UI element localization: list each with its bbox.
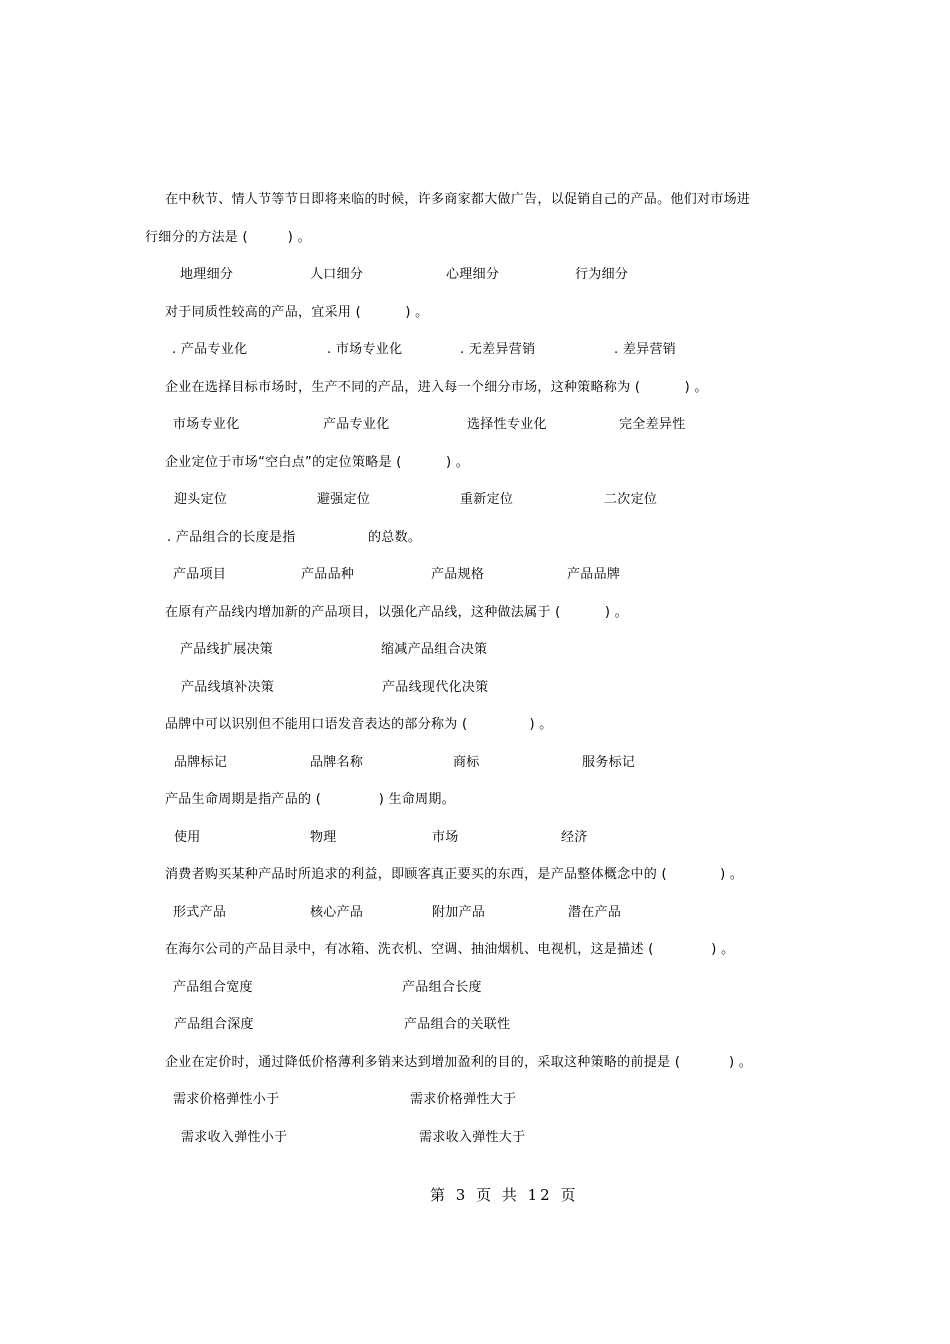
text-line: . 市场专业化: [327, 342, 403, 357]
text-line: . 差异营销: [614, 342, 677, 357]
text-line: 市场: [432, 830, 459, 845]
text-line: 产品线现代化决策: [382, 680, 489, 695]
text-line: 品牌标记: [174, 755, 228, 770]
text-line: 产品组合的关联性: [404, 1017, 511, 1032]
text-line: 物理: [310, 830, 337, 845]
text-line: 形式产品: [173, 905, 227, 920]
text-line: 需求收入弹性小于: [181, 1130, 288, 1145]
text-line: . 无差异营销: [460, 342, 536, 357]
text-line: 产品品种: [301, 567, 355, 582]
text-line: 产品品牌: [567, 567, 621, 582]
text-line: 使用: [174, 830, 201, 845]
text-line: 缩减产品组合决策: [381, 642, 488, 657]
text-line: 心理细分: [446, 267, 500, 282]
text-line: 重新定位: [460, 492, 514, 507]
text-line: 产品项目: [173, 567, 227, 582]
text-line: 品牌名称: [310, 755, 364, 770]
text-line: 潜在产品: [568, 905, 622, 920]
text-line: 完全差异性: [619, 417, 686, 432]
text-line: 产品线填补决策: [181, 680, 275, 695]
text-line: 产品生命周期是指产品的 ( ) 生命周期。: [165, 792, 456, 807]
text-line: 消费者购买某种产品时所追求的利益，即顾客真正要买的东西，是产品整体概念中的 ( ) 。: [165, 867, 744, 882]
text-line: . 产品专业化: [172, 342, 248, 357]
text-line: 需求收入弹性大于: [419, 1130, 526, 1145]
text-line: 地理细分: [180, 267, 234, 282]
text-line: 的总数。: [368, 530, 422, 545]
text-line: 在海尔公司的产品目录中，有冰箱、洗衣机、空调、抽油烟机、电视机，这是描述 ( ) 。: [165, 942, 735, 957]
text-line: 产品线扩展决策: [180, 642, 274, 657]
text-line: 人口细分: [310, 267, 364, 282]
page-footer: 第 3 页 共 12 页: [430, 1186, 579, 1204]
text-line: 对于同质性较高的产品，宜采用 ( ) 。: [165, 305, 429, 320]
text-line: 核心产品: [310, 905, 364, 920]
text-line: 二次定位: [604, 492, 658, 507]
text-line: 企业在定价时，通过降低价格薄利多销来达到增加盈利的目的，采取这种策略的前提是 ( ) 。: [165, 1055, 753, 1070]
text-line: 企业定位于市场“空白点”的定位策略是 ( ) 。: [165, 455, 470, 470]
text-line: 商标: [453, 755, 480, 770]
text-line: 需求价格弹性大于: [410, 1092, 517, 1107]
text-line: 品牌中可以识别但不能用口语发音表达的部分称为 ( ) 。: [165, 717, 553, 732]
text-line: 选择性专业化: [467, 417, 547, 432]
text-line: 行细分的方法是 ( ) 。: [145, 230, 311, 245]
text-line: 产品组合长度: [402, 980, 482, 995]
text-line: 在原有产品线内增加新的产品项目，以强化产品线，这种做法属于 ( ) 。: [165, 605, 628, 620]
text-line: 企业在选择目标市场时，生产不同的产品，进入每一个细分市场，这种策略称为 ( ) 。: [165, 380, 708, 395]
text-line: 行为细分: [575, 267, 629, 282]
text-line: 产品组合深度: [174, 1017, 254, 1032]
text-line: 迎头定位: [174, 492, 228, 507]
text-line: 产品组合宽度: [173, 980, 253, 995]
text-line: 经济: [561, 830, 588, 845]
text-line: 产品规格: [431, 567, 485, 582]
text-line: 需求价格弹性小于: [173, 1092, 280, 1107]
text-line: 服务标记: [582, 755, 636, 770]
text-line: . 产品组合的长度是指: [167, 530, 296, 545]
text-line: 附加产品: [432, 905, 486, 920]
text-line: 避强定位: [317, 492, 371, 507]
text-line: 产品专业化: [323, 417, 390, 432]
text-line: 市场专业化: [173, 417, 240, 432]
text-line: 在中秋节、情人节等节日即将来临的时候，许多商家都大做广告，以促销自己的产品。他们对市场进: [165, 192, 751, 207]
